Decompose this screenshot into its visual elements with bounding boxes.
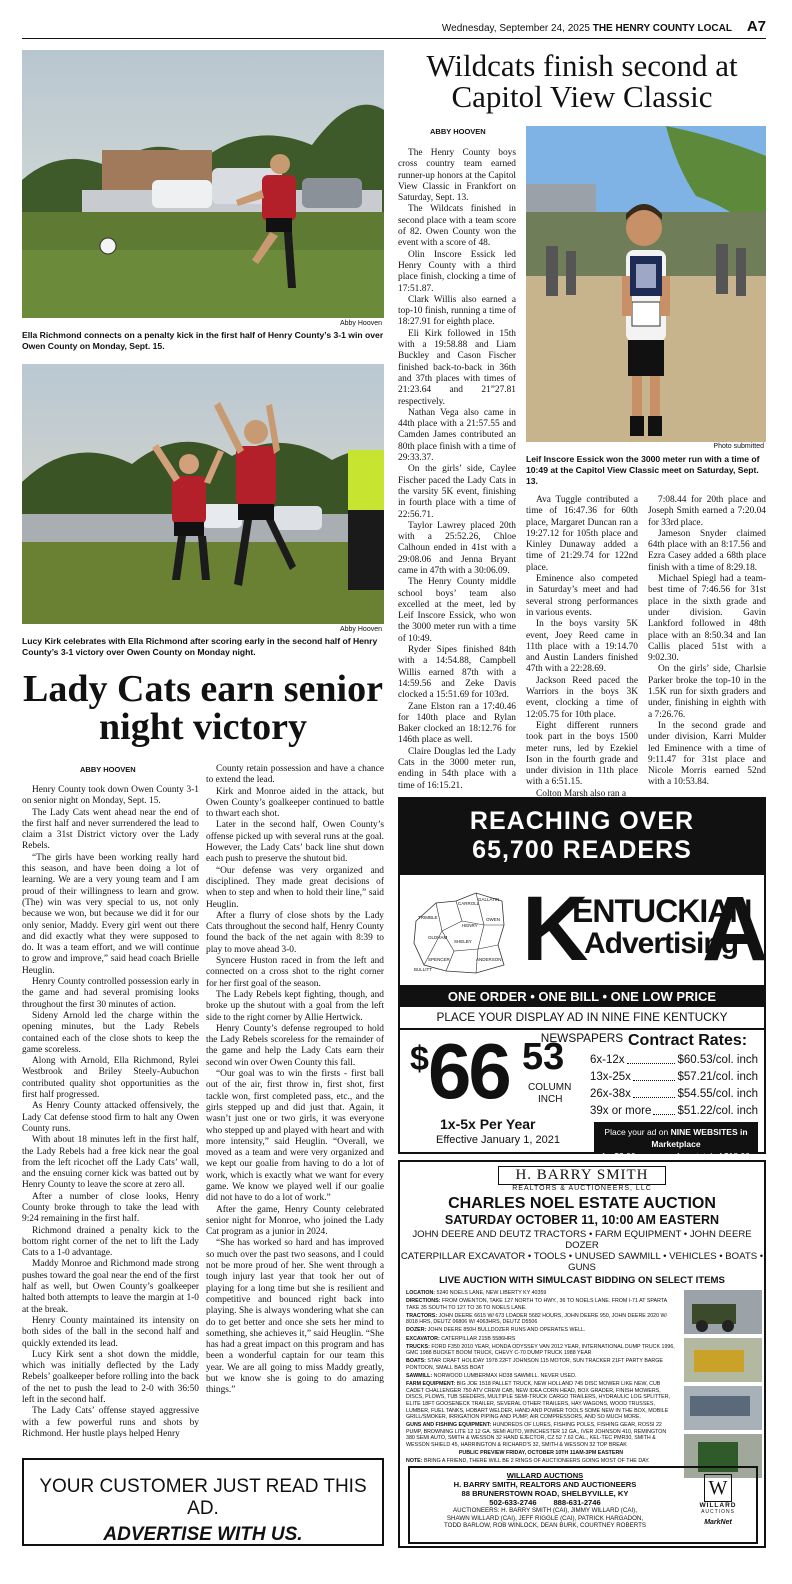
detail-label: DIRECTIONS: <box>406 1298 442 1305</box>
soccer-column-1 <box>22 785 199 1440</box>
contact-firm: H. BARRY SMITH, REALTORS AND AUCTIONEERS <box>453 1480 637 1489</box>
marketplace-box <box>594 1122 758 1161</box>
rates-title: Contract Rates: <box>628 1032 748 1049</box>
paragraph: Henry County controlled possession early in the game and had several promising looks throughout the first 30 minutes of action. <box>22 977 199 1010</box>
penalty-kick-photo <box>22 50 384 318</box>
paragraph: Henry County took down Owen County 3-1 on senior night on Monday, Sept. 15. <box>22 785 199 807</box>
paragraph: Eminence also competed in Saturday’s meet and had several strong performances in various events. <box>526 574 638 618</box>
auction-detail <box>406 1313 676 1326</box>
auction-detail <box>406 1450 676 1457</box>
rate-value: $54.55/col. inch <box>677 1088 758 1100</box>
paragraph: The Wildcats finished in second place with a team score of 82. Owen County won the event with a score of 48. <box>398 204 516 249</box>
brand-entuckian: ENTUCKIAN <box>572 893 752 929</box>
paragraph: “Our goal was to win the firsts - first ball out of the air, first throw in, first shot, first tackle won, first completed pass, etc., and the girls stepped up and did just that. Again, it wasn’t just one or two girls, it was everyone who stepped up and played with heart and with more intensity,” said Heuglin. “Overall, we moved as a team and were very organized and we kept our goalie from having to do a lot of work, which is exactly what we want for every game. We know we played well if our goalie did not have to do a lot of work.” <box>206 1069 384 1204</box>
price-main: 66 <box>428 1027 509 1115</box>
page-header <box>22 14 766 39</box>
auction-title: CHARLES NOEL ESTATE AUCTION <box>448 1195 716 1212</box>
willard-logo <box>688 1474 748 1526</box>
xc-byline: ABBY HOOVEN <box>430 127 486 136</box>
detail-text: JOHN DEERE 850H BULLDOZER RUNS AND OPERATES WELL. <box>427 1327 586 1334</box>
one-order-band: ONE ORDER • ONE BILL • ONE LOW PRICE <box>400 987 764 1007</box>
paragraph: Henry County maintained its intensity on both sides of the ball in the second half and quickly extended its lead. <box>22 1315 199 1349</box>
detail-label: LOCATION: <box>406 1290 437 1296</box>
paragraph: The Lady Cats’ offense stayed aggressive with a few powerful runs and shots by Richmond. Her hustle plays helped Henry <box>22 1406 199 1439</box>
paragraph: Olin Inscore Essick led Henry County with a third place finish, clocking a time of 17:51.87. <box>398 249 516 294</box>
paragraph: Ava Tuggle contributed a time of 16:47.36 for 60th place, Margaret Duncan ran a 19:27.12 for 105th place and Kinley Dunaway added a time of 21:29.74 for 122nd place. <box>526 495 638 573</box>
willard-logo-text: WILLARD <box>699 1502 737 1509</box>
brand-advertising: Advertising <box>584 927 739 960</box>
soccer-byline: ABBY HOOVEN <box>80 765 136 774</box>
paragraph: Jameson Snyder claimed 64th place with an 8:17.56 and Ezra Casey added a 68th place finish with a time of 8:29.18. <box>648 528 766 573</box>
photo3-caption: Leif Inscore Essick won the 3000 meter run with a time of 10:49 at the Capitol View Classic meet on Saturday, Sept. 13. <box>526 454 760 486</box>
soccer-column-2 <box>206 764 384 1397</box>
detail-text: CATERPILLAR 215B 5586HRS <box>441 1335 516 1342</box>
detail-text: BIG JOE 1518 PALLET TRUCK, NEW HOLLAND 745 DISC MOWER LIKE NEW, CUB CADET CHALLENGER 750 ATV CREW CAB, NEW IDEA CORN HEAD, BOX GRADER, FINISH MOWERS, DISCS, PLOWS, TUB SEEDERS, MULTIPLE SEMI-TRUCK CARGO TRAILERS, HYDRAULIC LOG SPLITTER, ELITE 18FT GOOSENECK TRAILER, SEVERAL OTHER TRAILERS, HAY WAGONS, WOOD TRUSSES, LUMBER, FUEL TANKS, HOBART WELDER, HAND AND POWER TOOLS SOME NEW IN THE BOX, MOBILE GRILL/SMOKER, IRRIGATION PIPING AND PUMP, AIR COMPRESSORS, AND SO MUCH MORE. <box>406 1381 671 1421</box>
auction-detail <box>406 1290 676 1297</box>
rate-value: $57.21/col. inch <box>677 1071 758 1083</box>
xc-headline: Wildcats finish second at Capitol View Classic <box>426 48 738 114</box>
paragraph: After a flurry of close shots by the Lady Cats throughout the second half, Henry County found the back of the net again with 8:39 to play to move ahead 3-0. <box>206 910 384 955</box>
paragraph: Clark Willis also earned a top-10 finish, running a time of 18:27.91 for eighth place. <box>398 294 516 328</box>
auction-detail <box>406 1327 676 1334</box>
map-county-label: SHELBY <box>454 939 472 944</box>
detail-label: DOZER: <box>406 1327 428 1334</box>
rate-value: $60.53/col. inch <box>677 1054 758 1066</box>
auction-live: LIVE AUCTION WITH SIMULCAST BIDDING ON SELECT ITEMS <box>439 1275 725 1286</box>
map-county-label: ANDERSON <box>476 957 502 962</box>
soccer-photo-2 <box>22 364 384 624</box>
xc-column-3 <box>648 495 766 789</box>
paragraph: In the boys varsity 5K event, Joey Reed came in 11th place with a 19:14.70 and Austin Landers finished 47th with a 22:28.69. <box>526 619 638 675</box>
price-dollar: $ <box>410 1040 429 1078</box>
detail-text: BRING A FRIEND, THERE WILL BE 2 RINGS OF AUCTIONEERS GOING MOST OF THE DAY. <box>423 1458 650 1465</box>
rate-row <box>590 1069 758 1086</box>
detail-text: STAR CRAFT HOLIDAY 1978 22FT JOHNSON 115 MOTOR, SUN TRACKER 21FT PARTY BARGE PONTOON, SMALL BASS BOAT <box>406 1358 663 1371</box>
map-county-label: OLDHAM <box>428 935 448 940</box>
soccer-photo-1 <box>22 50 384 318</box>
logo-monogram: W <box>704 1474 732 1502</box>
detail-text: FORD F350 2010 YEAR, HONDA ODYSSEY VAN 2012 YEAR, INTERNATIONAL DUMP TRUCK 1996, GMC 1988 BUCKET BOOM TRUCK, CHEVY C-70 DUMP TRUCK 1988 YEAR <box>406 1343 675 1357</box>
paragraph: Eli Kirk followed in 15th with a 19:58.88 and Liam Buckley and Cason Fischer finished back-to-back in 36th and 37th places with times of 21:23.64 and 21”27.81 respectively. <box>398 328 516 407</box>
paragraph: Claire Douglas led the Lady Cats in the 3000 meter run, ending in 54th place with a time of 16:15.21. <box>398 746 516 791</box>
map-county-label: GALLATIN <box>478 897 500 902</box>
auctioneers-2: SHAWN WILLARD (CAI), JEFF RIGGLE (CAI), PATRICK HARGADON, <box>446 1514 644 1522</box>
contact-box <box>408 1466 758 1544</box>
xc-photo <box>526 126 766 442</box>
paragraph: On the girls’ side, Caylee Fischer paced the Lady Cats in the varsity 5K event, finishing in fourth place with a time of 22:56.71. <box>398 464 516 520</box>
paragraph: The Lady Rebels kept fighting, though, and broke up the shutout with a goal from the left side to the right corner by Allie Hertwick. <box>206 989 384 1023</box>
reach-line-2: 65,700 READERS <box>472 836 692 864</box>
map-county-label: OWEN <box>486 917 500 922</box>
auction-items-1: JOHN DEERE AND DEUTZ TRACTORS • FARM EQUIPMENT • JOHN DEERE DOZER <box>412 1229 752 1251</box>
auctioneers-1: AUCTIONEERS: H. BARRY SMITH (CAI), JIMMY WILLARD (CAI), <box>453 1507 637 1514</box>
paragraph: After the game, Henry County celebrated senior night for Monroe, who joined the Lady Cat program as a junior in 2024. <box>206 1204 384 1238</box>
auction-detail <box>406 1358 676 1371</box>
promo-line-1: YOUR CUSTOMER JUST READ THIS AD. <box>39 1476 367 1519</box>
paragraph: After a number of close looks, Henry County broke through to take the lead with 9:24 remaining in the first half. <box>22 1191 199 1225</box>
kentucky-counties-map <box>406 881 516 981</box>
referee <box>348 450 384 590</box>
photo2-caption: Lucy Kirk celebrates with Ella Richmond after scoring early in the second half of Henry County’s 3-1 victory over Owen County on Monday night. <box>22 636 378 657</box>
paragraph: The Henry County middle school boys’ team also excelled at the meet, led by Leif Inscore Essick, who won the 3000 meter run with a time of 10:49. <box>398 577 516 644</box>
price-cents: 53 <box>522 1036 565 1078</box>
rate-label: 6x-12x <box>590 1054 625 1066</box>
paragraph: Maddy Monroe and Richmond made strong pushes toward the goal near the end of the first half as well, but Owen County’s goalkeeper halted both attempts to leave the margin at 1-0 at the break. <box>22 1259 199 1315</box>
willard-logo-sub: AUCTIONS <box>701 1509 735 1515</box>
marknet-badge: MarkNet <box>704 1519 732 1526</box>
paper-name: THE HENRY COUNTY LOCAL <box>592 23 732 34</box>
paragraph: Ryder Sipes finished 84th with a 14:54.88, Campbell Willis earned 87th with a 14:59.56 and Zeke Davis clocked a 15:51.69 for 103rd. <box>398 645 516 701</box>
phone-1: 502-633-2746 <box>489 1498 537 1507</box>
detail-label: SAWMILL: <box>406 1373 434 1380</box>
auction-date: SATURDAY OCTOBER 11, 10:00 AM EASTERN <box>444 1213 720 1227</box>
detail-text: JOHN DEERE 6615 W/ 673 LOADER 5682 HOURS, JOHN DEERE 950, JOHN DEERE 2020 W/ 8018 HRS, DEUTZ 06806 W/ 4063HRS, DEUTZ D5506 <box>406 1312 668 1326</box>
display-ad-band: PLACE YOUR DISPLAY AD IN NINE FINE KENTUCKY NEWSPAPERS <box>400 1007 764 1030</box>
detail-text: HUNDREDS OF LURES, FISHING POLES, FISHING GEAR, ROSSI 22 PUMP, BROWNING LITE 12 12 GA. SEMI AUTO, WINCHESTER 12 GA., IVER JOHNSON 410, REMINGTON 380 SEMI AUTO, SMITH & WESSON 32 HAND EJECTOR, CZ 52 7.62 CAL., KEL-TEC PMR30, SMITH & WESSON SHIELD 45, HARRINGTON & RICHARD'S 32, SMITH & WESSON 32 TOP BREAK <box>406 1422 667 1448</box>
price-unit-1: COLUMN <box>528 1082 572 1093</box>
rate-leader <box>627 1052 676 1064</box>
auction-items-2: CATERPILLAR EXCAVATOR • TOOLS • UNUSED SAWMILL • VEHICLES • BOATS • GUNS <box>400 1251 764 1273</box>
detail-label: NOTE: <box>406 1458 424 1465</box>
header-date: Wednesday, September 24, 2025 <box>441 23 590 34</box>
marketplace-text-c: for $2.00 per paper for a total of $18.00 <box>602 1151 750 1161</box>
paragraph: Colton Marsh also ran a <box>536 788 627 799</box>
reach-banner <box>400 799 764 875</box>
rate-label: 26x-38x <box>590 1088 631 1100</box>
map-county-label: CARROLL <box>458 901 480 906</box>
detail-label: FARM EQUIPMENT: <box>406 1381 457 1388</box>
paragraph: Henry County’s defense regrouped to hold the Lady Rebels scoreless for the remainder of the game and help the Lady Cats earn their second win over Owen County this fall. <box>206 1023 384 1068</box>
map-county-label: SPENCER <box>428 957 450 962</box>
kentuckiana-ad <box>398 797 769 1161</box>
paragraph: Zane Elston ran a 17:40.46 for 140th place and Rylan Baker clocked an 18:12.76 for 146th place as well. <box>398 701 516 746</box>
auction-ad <box>398 1160 766 1548</box>
detail-text: PUBLIC PREVIEW FRIDAY, OCTOBER 10TH 11AM-3PM EASTERN <box>458 1450 624 1457</box>
contact-address: 88 BRUNERSTOWN ROAD, SHELBYVILLE, KY <box>461 1489 629 1498</box>
phone-2: 888-631-2746 <box>553 1498 601 1507</box>
paragraph: With about 18 minutes left in the first half, the Lady Rebels had a free kick near the goal from the left ricochet off the Lady Cats’ wall, and the ensuing corner kick was batted out by Henry County to leave the score at zero all. <box>22 1135 199 1191</box>
paragraph: Lucy Kirk sent a shot down the middle, which was initially deflected by the Lady Rebels’ goalkeeper before rolling into the back of the net to push the lead to 2-0 with 36:50 left in the second half. <box>22 1349 199 1406</box>
rate-row <box>590 1103 758 1120</box>
paragraph: Syncere Huston raced in from the left and connected on a cross shot to the right corner for her first goal of the season. <box>206 956 384 989</box>
rates-list <box>590 1052 758 1120</box>
page-number: A7 <box>746 18 766 35</box>
firm-name: H. BARRY SMITH <box>498 1166 665 1185</box>
soccer-headline: Lady Cats earn senior night victory <box>23 668 383 748</box>
reach-line-1: REACHING OVER <box>469 807 695 835</box>
map-county-label: HENRY <box>462 923 478 928</box>
rate-leader <box>633 1086 676 1098</box>
paragraph: Sideny Arnold led the charge within the opening minutes, but the Lady Rebels contained each of the close shots to keep the game scoreless. <box>22 1010 199 1055</box>
photo3-credit: Photo submitted <box>713 443 764 450</box>
detail-text: 5240 NOELS LANE, NEW LIBERTY KY 40359 <box>436 1290 547 1296</box>
rate-leader <box>633 1069 676 1081</box>
rate-row <box>590 1052 758 1069</box>
rate-value: $51.22/col. inch <box>677 1105 758 1117</box>
detail-label: TRACTORS: <box>406 1312 439 1319</box>
paragraph: On the girls’ side, Charlsie Parker broke the top-10 in the 1.5K run for sixth graders and under, finishing in eighth with a 7:26.76. <box>648 664 766 720</box>
paragraph: County retain possession and have a chance to extend the lead. <box>206 764 384 786</box>
rate-label: 13x-25x <box>590 1071 631 1083</box>
paragraph: As Henry County attacked offensively, the Lady Cat defense stood firm to halt any Owen County runs. <box>22 1101 199 1134</box>
paragraph: “She has worked so hard and has improved so much over the past two seasons, and I could not be more proud of her. She went through a tough injury last year that took her out of playing for a long time but she is resilient and competitive and bounced right back into playing. She is always wondering what she can do to get better and once she sets her mind to something, she achieves it,” said Heuglin. “She has had a great impact on this program and has been a wonderful captain for our team this year. We are all going to miss Maddy greatly, but we know she is going to do amazing things.” <box>206 1238 384 1396</box>
effective-date: Effective January 1, 2021 <box>436 1134 560 1146</box>
paragraph: In the second grade and under division, Karri Mulder led Eminence with a time of 9:11.47 for 31st place and Nicole Morris earned 52nd with a 10:53.84. <box>648 720 766 788</box>
runner-medal-photo <box>526 126 766 442</box>
auction-detail <box>406 1422 676 1448</box>
auction-detail <box>406 1298 676 1311</box>
paragraph: Eight different runners took part in the boys 1500 meter runs, led by Ezekiel Ison in the fourth grade and under division in 11th place with a 6:51.15. <box>526 720 638 788</box>
rate-label: 39x or more <box>590 1105 652 1117</box>
price-unit-2: INCH <box>538 1094 563 1105</box>
auction-detail <box>406 1336 676 1343</box>
rate-row <box>590 1086 758 1103</box>
detail-label: GUNS AND FISHING EQUIPMENT: <box>406 1422 493 1429</box>
photo2-credit: Abby Hooven <box>339 626 382 633</box>
per-year: 1x-5x Per Year <box>440 1116 536 1132</box>
paragraph: Nathan Vega also came in 44th place with a 21:57.55 and Camden James contributed an 80th place finish with a time of 29:33.37. <box>398 407 516 464</box>
rate-leader <box>653 1103 675 1115</box>
paragraph: Later in the second half, Owen County’s offense picked up with several runs at the goal. However, the Lady Cats’ back line shut down each push to preserve the shutout bid. <box>206 820 384 865</box>
map-county-label: BULLITT <box>414 967 433 972</box>
detail-text: FROM OWENTON, TAKE 127 NORTH TO HWY., 36 TO NOELS LANE. FROM I-71 AT SPARTA TAKE 35 SOUTH TO 127 TO 36 TO NOELS LANE. <box>406 1298 667 1311</box>
xc-column-2 <box>526 495 638 800</box>
paragraph: Along with Arnold, Ella Richmond, Rylei Westbrook and Briley Steely-Aubuchon contributed quality shot opportunities as the first half progressed. <box>22 1056 199 1101</box>
detail-label: EXCAVATOR: <box>406 1335 442 1342</box>
kentuckiana-brand <box>400 875 769 987</box>
big-a: A <box>702 878 769 980</box>
contact-name: WILLARD AUCTIONS <box>506 1471 584 1480</box>
celebration-photo <box>22 364 384 624</box>
photo1-caption: Ella Richmond connects on a penalty kick in the first half of Henry County’s 3-1 win over Owen County on Monday, Sept. 15. <box>22 330 384 351</box>
paragraph: “The girls have been working really hard this season, and have been doing a lot of learning. We are a very young team and I am proud of their willingness to learn and grow. (The) win was very special to us, not only because we won, but because we did it for our only senior, Maddy. Every girl went out there and did exactly what they were supposed to do. It was a team effort, and we will continue to grow and improve,” said head coach Brielle Heuglin. <box>22 852 199 976</box>
auction-details <box>406 1290 758 1465</box>
map-county-label: TRIMBLE <box>418 915 438 920</box>
paragraph: The Lady Cats went ahead near the end of the first half and never surrendered the lead to claim a 31st District victory over the Lady Rebels. <box>22 807 199 852</box>
paragraph: Michael Spiegl had a team-best time of 7:46.56 for 31st place in the sixth grade and under division. Gavin Lankford followed in 48th place with an 8:50.34 and Ian Callis placed 51st with a 9:02.30. <box>648 574 766 664</box>
paragraph: “Our defense was very organized and disciplined. They made great decisions of when to step and when to hold their line,” said Heuglin. <box>206 865 384 910</box>
xc-column-1 <box>398 148 516 792</box>
smith-header <box>400 1166 764 1192</box>
paragraph: Richmond drained a penalty kick to the bottom right corner of the net to lift the Lady Cats to a 1-0 advantage. <box>22 1225 199 1259</box>
detail-text: NORWOOD LUMBERMAX HD38 SAWMILL. NEVER USED. <box>433 1373 577 1380</box>
auctioneers-3: TODD BARLOW, ROB WINLOCK, DEAN BURK, COURTNEY ROBERTS <box>443 1522 647 1529</box>
photo1-credit: Abby Hooven <box>339 320 382 327</box>
paragraph: Taylor Lawrey placed 20th with a 25:52.26, Chloe Calhoun ended in 41st with a 29:08.06 and Jenna Bryant came in 47th with a 30:06.09. <box>398 520 516 576</box>
detail-label: BOATS: <box>406 1358 428 1365</box>
marketplace-text-b: NINE WEBSITES in Marketplace <box>651 1127 748 1149</box>
advertise-promo-box <box>22 1458 384 1546</box>
big-k: K <box>522 878 589 980</box>
promo-line-2: ADVERTISE WITH US. <box>103 1524 303 1545</box>
detail-label: TRUCKS: <box>406 1343 432 1350</box>
auction-detail <box>406 1458 676 1465</box>
firm-sub: REALTORS & AUCTIONEERS, LLC <box>512 1185 652 1192</box>
equipment-photos <box>684 1290 762 1480</box>
paragraph: 7:08.44 for 20th place and Joseph Smith earned a 7:20.04 for 33rd place. <box>648 495 766 528</box>
marketplace-text-a: Place your ad on <box>604 1127 671 1137</box>
paragraph: Kirk and Monroe aided in the attack, but Owen County’s goalkeeper continued to battle to thwart each shot. <box>206 786 384 820</box>
paragraph: The Henry County boys cross country team earned runner-up honors at the Capitol View Classic in Frankfort on Saturday, Sept. 13. <box>398 148 516 204</box>
paragraph: Jackson Reed paced the Warriors in the boys 3K event, clocking a time of 12:05.75 for 10th place. <box>526 675 638 720</box>
auction-detail <box>406 1381 676 1421</box>
auction-detail <box>406 1344 676 1357</box>
auction-detail <box>406 1373 676 1380</box>
